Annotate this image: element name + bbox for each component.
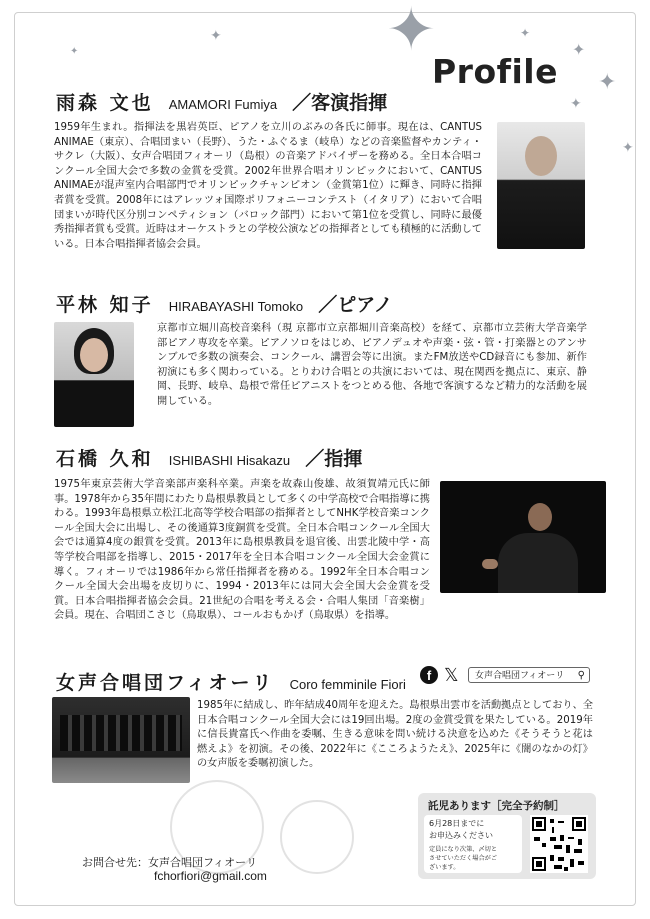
- childcare-text-panel: [424, 815, 522, 873]
- childcare-title: 託児あります［完全予約制］: [428, 800, 565, 812]
- search-icon: ⚲: [577, 670, 585, 681]
- childcare-note-3: ざいます。: [429, 864, 460, 871]
- person-bio-hirabayashi: 京都市立堀川高校音楽科（現 京都市立京都堀川音楽高校）を経て、京都市立芸術大学音楽学部ピアノ専攻を卒業。ピアノソロをはじめ、ピアノデュオや声楽・弦・管・打楽器とのアンサンブルで多数の演奏会、コンクール、講習会等に出演。またFM放送やCD録音にも参加、新作初演にも多く関わっている。とりわけ合唱との共演においては、現在関西を拠点に、東京、静岡、長野、岐阜、島根で常任ピアニストをつとめる他、各地で客演するなど精力的な活動を展開している。: [157, 323, 587, 407]
- person-roman-name: ISHIBASHI Hisakazu: [168, 453, 291, 468]
- person-role: ／ピアノ: [318, 294, 393, 316]
- person-roman-name: HIRABAYASHI Tomoko: [168, 299, 304, 314]
- sparkle-icon: ✦: [570, 96, 582, 112]
- person-bio-ishibashi: 1975年東京芸術大学音楽部声楽科卒業。声楽を故森山俊雄、故須賀靖元氏に師事。1978年から35年間にわたり島根県教員として多くの中学高校で合唱指導に携わる。1993年島根県立松江北高等学校合唱部の指揮者としてNHK学校音楽コンクール全国大会に出場し、その後通算3度銅賞を受賞。全日本合唱コンクール全国大会では通算4度の銀賞を受賞。2013年に島根県教員を退官後、出雲北陵中学・高等学校合唱部を指導し、2015・2017年を全日本合唱コンクール全国大会金賞に導く。フィオーリでは1986年から常任指揮者を務める。1992年全日本合唱コンクール全国大会出場を皮切りに、1994・2013年には同大会全国大会金賞を受賞。日本合唱指揮者協会会員。21世紀の合唱を考える会・合唱人集団「音楽樹」会員。現在、合唱団こさじ（鳥取県）、コールおもかげ（鳥取県）を指導。: [54, 479, 430, 622]
- choir-heading: [56, 668, 406, 695]
- person-name: 石橋 久和: [56, 448, 154, 470]
- page-title: Profile: [432, 52, 558, 91]
- sparkle-icon: ✦: [210, 28, 222, 44]
- person-heading-amamori: [56, 88, 387, 115]
- sparkle-icon: ✦: [598, 70, 617, 95]
- person-name: 平林 知子: [56, 294, 154, 316]
- childcare-info-box: [418, 793, 596, 879]
- person-role: ／指揮: [305, 448, 363, 470]
- sparkle-icon: ✦: [386, 0, 437, 65]
- contact-email[interactable]: fchorfiori@gmail.com: [154, 869, 267, 883]
- choir-roman-name: Coro femminile Fiori: [289, 677, 406, 692]
- person-role: ／客演指揮: [292, 92, 388, 114]
- choir-bio: 1985年に結成し、昨年結成40周年を迎えた。島根県出雲市を活動拠点としており、全日本合唱コンクール全国大会には19回出場。2度の金賞受賞を果たしている。2019年に信長貴富氏へ作曲を委嘱、生きる意味を問い続ける決意を込めた《そうそうと花は燃えよ》を初演。その後、2022年に《こころようたえ》、2025年に《闇のなかの灯》の女声版を委嘱初演した。: [197, 700, 593, 770]
- portrait-photo-amamori: [497, 122, 585, 249]
- childcare-deadline: 6月28日までに: [429, 819, 485, 828]
- facebook-icon[interactable]: f: [420, 666, 438, 684]
- choir-name: 女声合唱団フィオーリ: [56, 672, 275, 694]
- person-heading-ishibashi: [56, 444, 362, 471]
- search-text: 女声合唱団フィオーリ: [475, 671, 565, 681]
- sparkle-icon: ✦: [70, 46, 79, 57]
- childcare-note-2: させていただく場合がご: [429, 855, 498, 862]
- search-box[interactable]: [468, 667, 590, 683]
- social-links: [420, 666, 588, 686]
- sparkle-icon: ✦: [572, 40, 586, 59]
- sparkle-icon: ✦: [622, 140, 634, 156]
- person-heading-hirabayashi: [56, 290, 393, 317]
- person-roman-name: AMAMORI Fumiya: [168, 97, 278, 112]
- contact-label: お問合せ先：女声合唱団フィオーリ: [82, 856, 258, 869]
- x-icon[interactable]: 𝕏: [444, 665, 459, 685]
- portrait-photo-hirabayashi: [54, 322, 134, 427]
- qr-code[interactable]: [530, 815, 588, 873]
- childcare-note-1: 定員になり次第、〆切と: [429, 846, 498, 853]
- conductor-photo-ishibashi: [440, 481, 606, 593]
- sparkle-icon: ✦: [520, 26, 531, 40]
- person-name: 雨森 文也: [56, 92, 154, 114]
- person-bio-amamori: 1959年生まれ。指揮法を黒岩英臣、ピアノを立川のぶみの各氏に師事。現在は、CANTUS ANIMAE（東京）、合唱団まい（長野）、うた・ふぐるま（岐阜）などの音楽監督やカンティ・サクレ（大阪）、女声合唱団フィオーリ（島根）の音楽アドバイザーを務める。全日本合唱コンクール全国大会で多数の金賞を受賞。2002年世界合唱オリンピックにおいて、CANTUS ANIMAEが混声室内合唱部門でオリンピックチャンピオン（金賞第1位）に輝き、同時に指揮者賞を受賞。2008年にはアレッツォ国際ポリフォニーコンテスト（イタリア）において合唱団まいが時代区分別コンペティション（バロック部門）において第1位を受賞し、同時に最優秀指揮者賞も受賞。近時はオーケストラとの学校公演などの指揮者としても積極的に活動している。日本合唱指揮者協会会員。: [54, 122, 482, 250]
- childcare-apply: お申込みください: [429, 831, 493, 840]
